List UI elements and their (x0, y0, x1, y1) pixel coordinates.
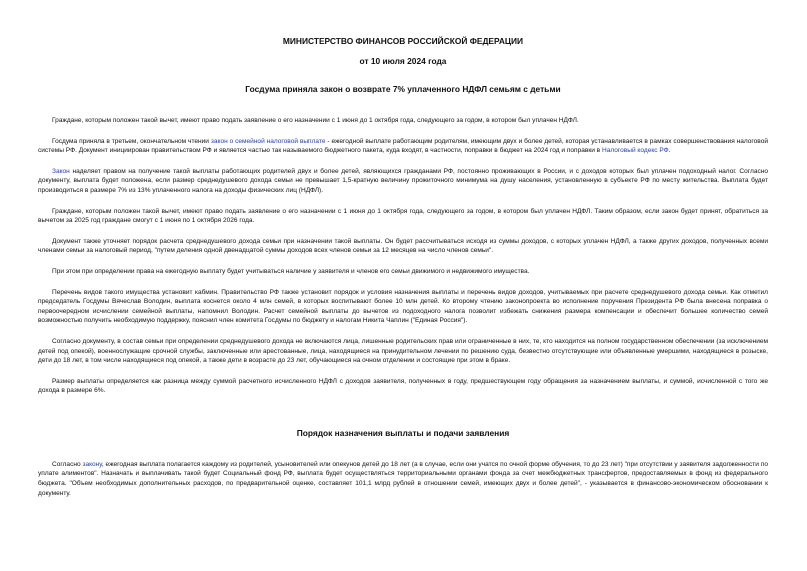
paragraph-2-text-middle: - ежегодной выплате работающим родителям, имеющим двух и более детей, которая устанавливается в рамках совершенствования налоговой системы РФ. Документ инициирован правительством РФ и является частью так называемого бюджетного пакета, куда входят, в частности, поправки в бюджет на 2024 год и поправки в (38, 137, 769, 155)
tax-code-link[interactable]: Налоговый кодекс РФ (601, 147, 669, 155)
document-date: от 10 июля 2024 года (359, 56, 447, 66)
paragraph-2-text-end: . (668, 147, 671, 155)
paragraph-10-text-end: , ежегодная выплата полагается каждому из родителей, усыновителей или опекунов детей до 18 лет (а в случае, если они учатся по очной форме обучения, то до 23 лет) "при отсутствии у заявителя задолженности по уплате алиментов". Назначать и выплачивать такой будет Социальный фонд РФ, выплата будет осуществляться территориальными органами фонда за счет межбюджетных трансфертов, предоставляемых в фонд из федерального бюджета. "Объем необходимых дополнительных расходов, по предварительной оценке, составляет 101,1 млрд рублей в отношении семей, имеющих двух и более детей", - указывается в финансово-экономическом обосновании к документу. (38, 460, 768, 497)
family-tax-payment-law-link[interactable]: закон о семейной налоговой выплате (210, 137, 326, 145)
paragraph-1: Граждане, которым положен такой вычет, имеют право подать заявление о его назначении с 1 июня до 1 октября года, следующего за годом, в котором был уплачен НДФЛ. (52, 117, 579, 124)
paragraph-3 (38, 167, 768, 196)
paragraph-4: Граждане, которым положен такой вычет, имеют право подать заявление о его назначении с 1 июня до 1 октября года, следующего за годом, в котором был уплачен НДФЛ. Таким образом, если закон будет принят, обратиться за вычетом за 2025 год граждане смогут с 1 июня по 1 октября 2026 года. (38, 207, 768, 225)
document-page (38, 0, 768, 498)
paragraph-6: При этом при определении права на ежегодную выплату будет учитываться наличие у заявителя и членов его семьи движимого и недвижимого имущества. (52, 267, 530, 275)
paragraph-8: Согласно документу, в состав семьи при определении среднедушевого дохода не включаются лица, лишенные родительских прав или ограниченные в них, те, кто находится на полном государственном обеспечении (за исключением детей под опекой), военнослужащие срочной службы, заключенные или арестованные, лица, находящиеся на принудительном лечении по решению суда, безвестно отсутствующие или объявленные умершими, находящиеся в розыске, дети до 18 лет, в том числе находящиеся под опекой, а также дети в возрасте до 23 лет, обучающиеся на очном отделении и состоящие при этом в браке. (38, 337, 768, 365)
paragraph-10 (38, 460, 768, 498)
paragraph-7: Перечень видов такого имущества установит кабмин. Правительство РФ также установит порядок и условия назначения выплаты и перечень видов доходов, учитываемых при расчете среднедушевого дохода семьи. Как отметил председатель Госдумы Вячеслав Володин, выплата коснется около 4 млн семей, в которых воспитывают более 10 млн детей. Ко второму чтению законопроекта во исполнение поручения Президента РФ была внесена поправка о первоочередном исчислении семейной выплаты, напомнил Володин. Расчет семейной выплаты до вычетов из подоходного налога позволит избежать снижения размера компенсации и обеспечит большее количество семей возможностью получить необходимую поддержку, пояснил член комитета Госдумы по бюджету и налогам Никита Чаплин ("Единая Россия"). (38, 288, 768, 325)
paragraph-10-text-start: Согласно (52, 460, 83, 468)
paragraph-2-text-start: Госдума приняла в третьем, окончательном чтении (52, 137, 211, 145)
article-title: Госдума приняла закон о возврате 7% уплаченного НДФЛ семьям с детьми (245, 84, 561, 94)
paragraph-2 (38, 137, 768, 156)
paragraph-3-text: наделяет правом на получение такой выплаты работающих родителей двух и более детей, являющихся гражданами РФ, постоянно проживающих в России, и с доходов которых был уплачен подоходный налог. Согласно документу, выплата будет положена, если размер среднедушевого дохода семьи не превышает 1,5-кратную величину прожиточного минимума на душу населения, установленную в субъекте РФ по месту жительства. Выплата будет производиться в размере 7% из 13% уплаченного налога на доходы физических лиц (НДФЛ). (38, 167, 768, 194)
paragraph-5: Документ также уточняет порядок расчета среднедушевого дохода семьи при назначении такой выплаты. Он будет рассчитываться исходя из суммы доходов, с которых уплачен НДФЛ, а также других доходов, полученных всеми членами семьи за налоговый период, "путем деления одной двенадцатой суммы доходов всех членов семьи за 12 месяцев на число членов семьи". (38, 237, 768, 255)
law-link[interactable]: Закон (52, 167, 70, 175)
paragraph-9: Размер выплаты определяется как разница между суммой расчетного исчисленного НДФЛ с доходов заявителя, полученных в году, предшествующем году обращения за назначением выплаты, и суммой, исчисленной с того же дохода в размере 6%. (38, 377, 768, 395)
section-title: Порядок назначения выплаты и подачи заявления (296, 427, 510, 438)
law-reference-link[interactable]: закону (82, 460, 102, 468)
ministry-name: МИНИСТЕРСТВО ФИНАНСОВ РОССИЙСКОЙ ФЕДЕРАЦИИ (282, 36, 524, 46)
